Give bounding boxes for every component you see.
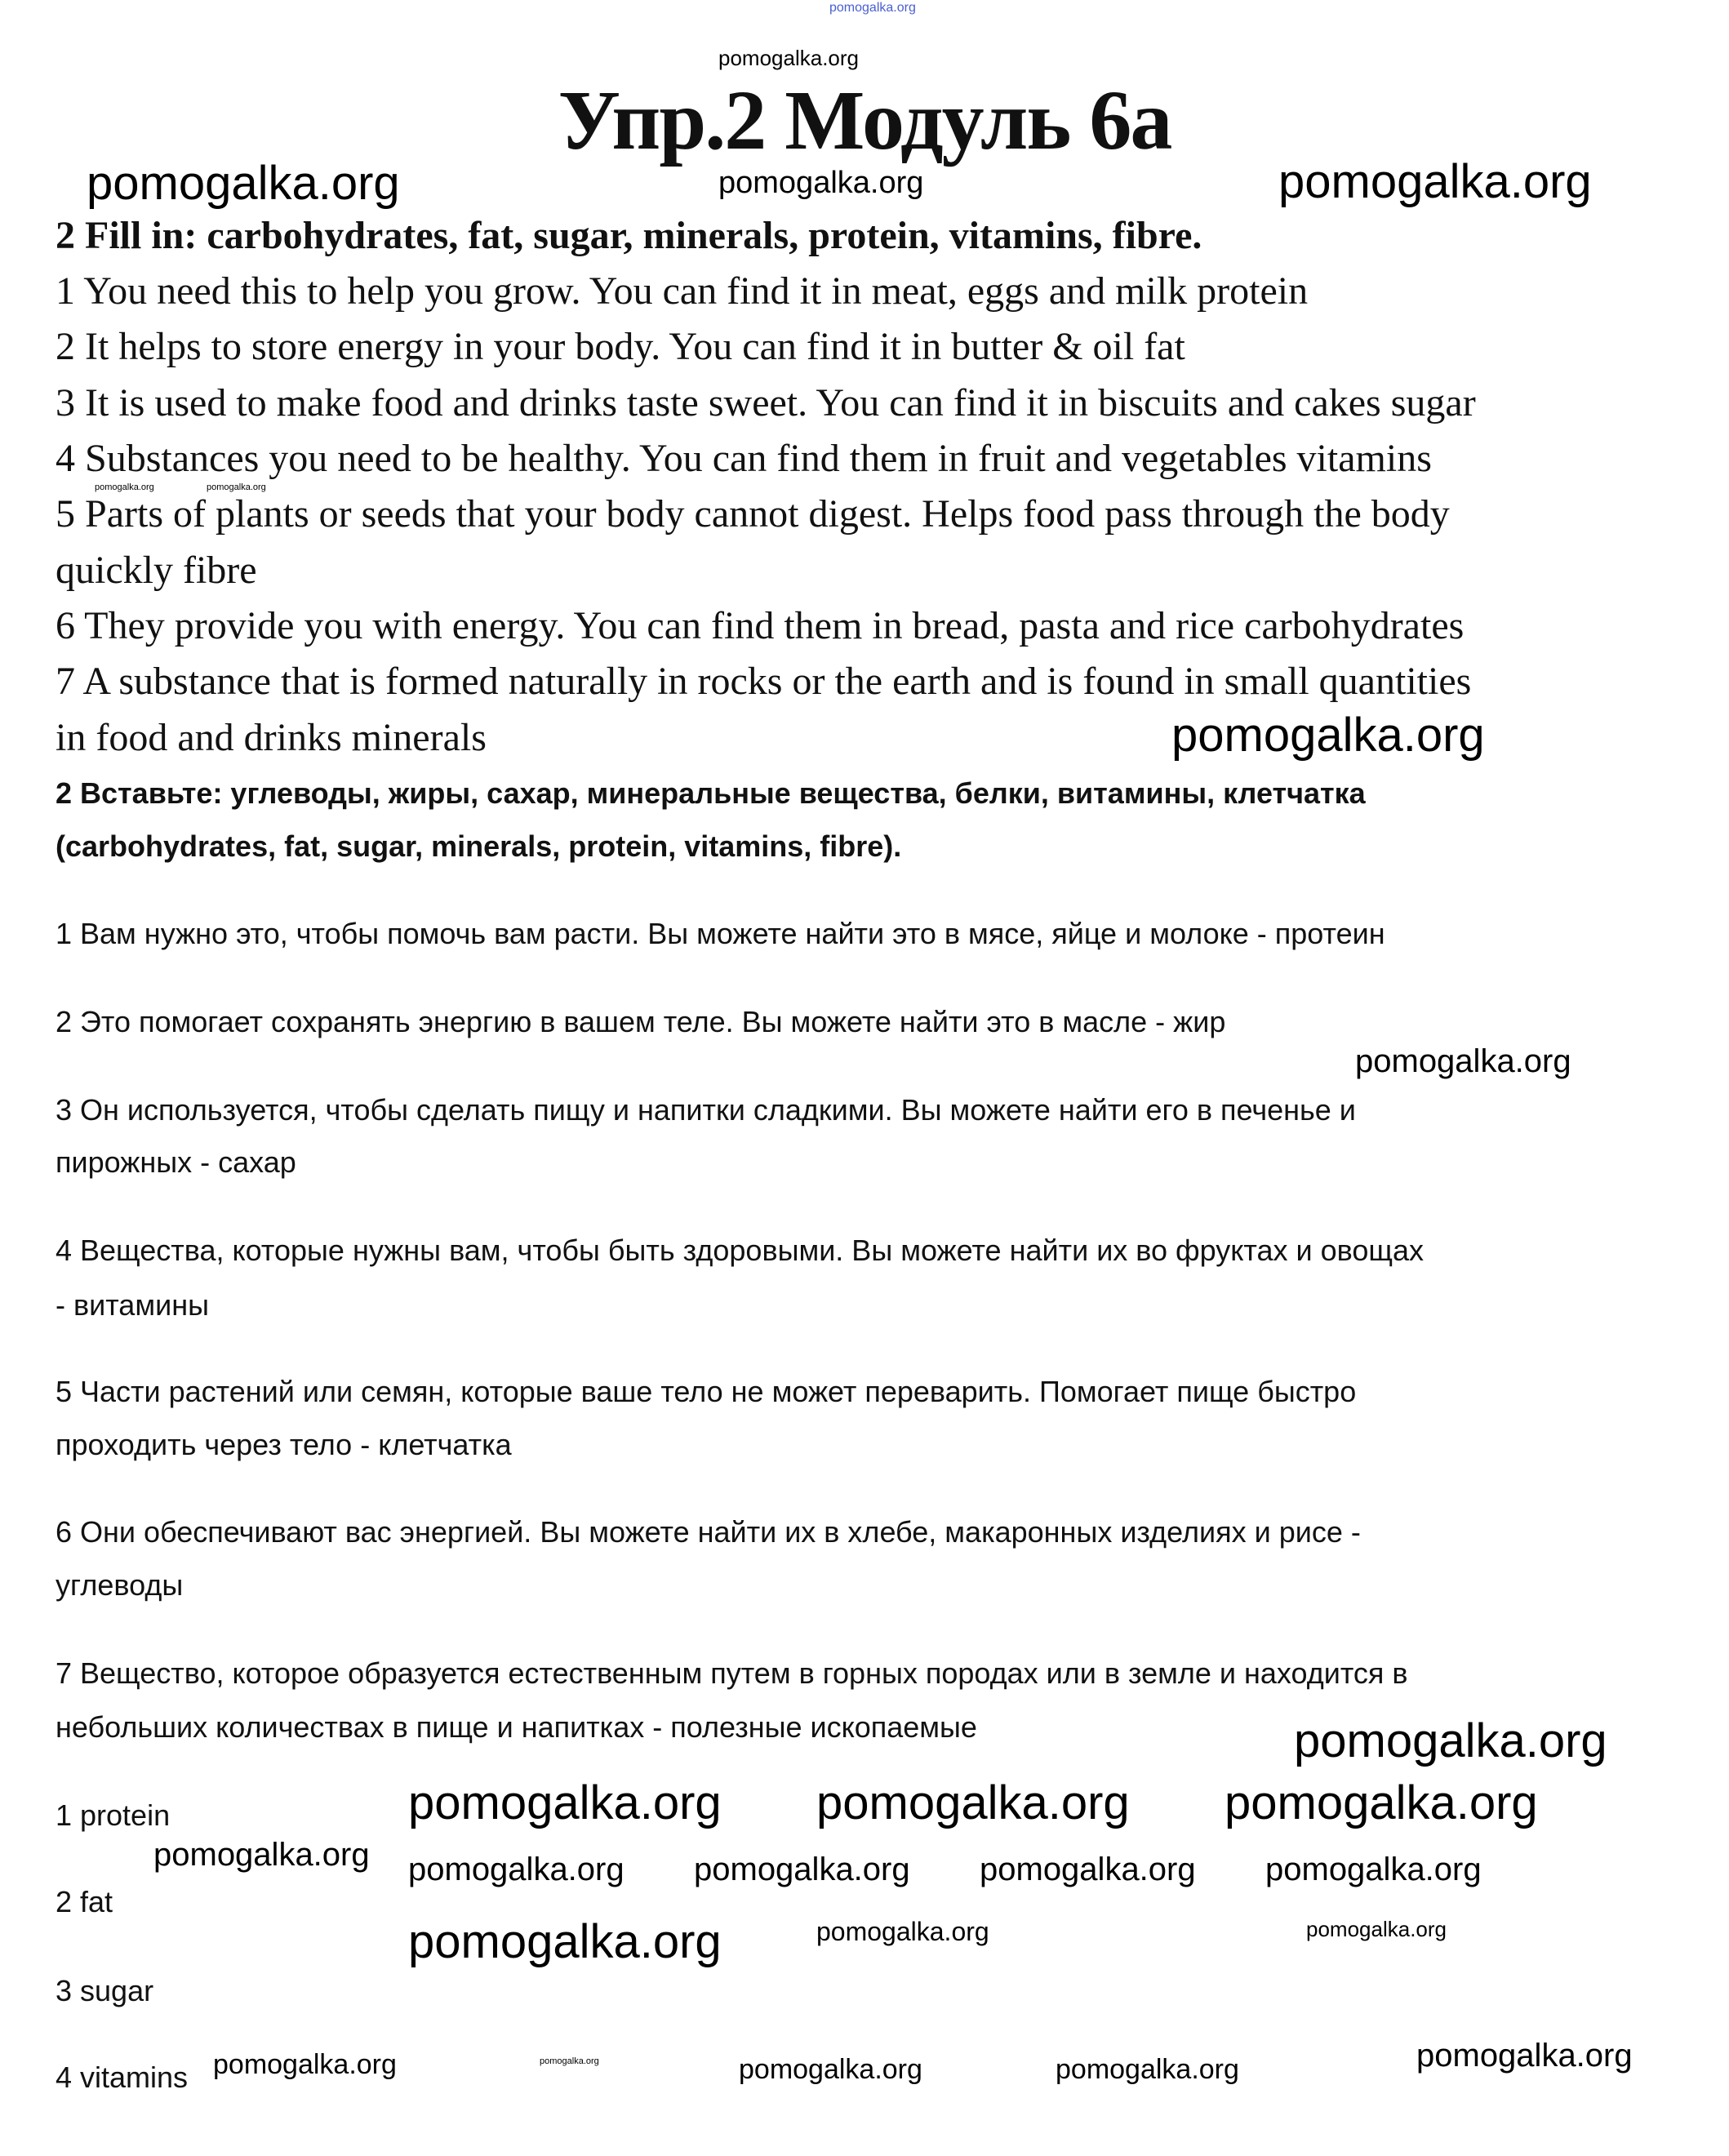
watermark: pomogalka.org <box>718 46 859 70</box>
watermark: pomogalka.org <box>718 166 924 200</box>
watermark: pomogalka.org <box>1171 709 1485 762</box>
russian-line: 5 Части растений или семян, которые ваше тело не может переварить. Помогает пище быстро <box>56 1375 1357 1408</box>
watermark: pomogalka.org <box>739 2054 922 2085</box>
watermark: pomogalka.org <box>816 1776 1130 1829</box>
watermark: pomogalka.org <box>694 1851 910 1887</box>
russian-line: 1 Вам нужно это, чтобы помочь вам расти. Вы можете найти это в мясе, яйце и молоке - протеин <box>56 917 1385 950</box>
watermark: pomogalka.org <box>816 1917 989 1946</box>
watermark: pomogalka.org <box>207 482 266 492</box>
russian-line: проходить через тело - клетчатка <box>56 1428 512 1461</box>
russian-line: 6 Они обеспечивают вас энергией. Вы можете найти их в хлебе, макаронных изделиях и рисе - <box>56 1515 1361 1549</box>
english-line: 3 It is used to make food and drinks taste sweet. You can find it in biscuits and cakes sugar <box>56 381 1476 425</box>
watermark: pomogalka.org <box>408 1776 722 1829</box>
russian-line: - витамины <box>56 1288 209 1322</box>
russian-heading: (carbohydrates, fat, sugar, minerals, protein, vitamins, fibre). <box>56 829 902 863</box>
russian-line: небольших количествах в пище и напитках - полезные ископаемые <box>56 1710 977 1744</box>
russian-heading: 2 Вставьте: углеводы, жиры, сахар, минеральные вещества, белки, витамины, клетчатка <box>56 776 1366 810</box>
watermark: pomogalka.org <box>1294 1714 1607 1767</box>
answer-item: 1 protein <box>56 1798 171 1832</box>
answer-item: 2 fat <box>56 1885 113 1918</box>
answer-item: 3 sugar <box>56 1974 154 2007</box>
watermark: pomogalka.org <box>1225 1776 1538 1829</box>
english-line: 5 Parts of plants or seeds that your body cannot digest. Helps food pass through the body <box>56 492 1450 536</box>
russian-line: 3 Он используется, чтобы сделать пищу и напитки сладкими. Вы можете найти его в печенье и <box>56 1093 1356 1127</box>
watermark: pomogalka.org <box>1056 2054 1239 2085</box>
russian-line: пирожных - сахар <box>56 1145 296 1179</box>
watermark: pomogalka.org <box>408 1851 624 1887</box>
answer-item: 4 vitamins <box>56 2060 189 2094</box>
russian-line: 2 Это помогает сохранять энергию в вашем теле. Вы можете найти это в масле - жир <box>56 1005 1226 1038</box>
russian-line: углеводы <box>56 1568 184 1602</box>
watermark: pomogalka.org <box>95 482 154 492</box>
english-line: 4 Substances you need to be healthy. You can find them in fruit and vegetables vitamins <box>56 437 1432 480</box>
english-heading: 2 Fill in: carbohydrates, fat, sugar, minerals, protein, vitamins, fibre. <box>56 214 1202 257</box>
watermark: pomogalka.org <box>1355 1043 1571 1079</box>
watermark: pomogalka.org <box>980 1851 1196 1887</box>
russian-line: 7 Вещество, которое образуется естественным путем в горных породах или в земле и находится в <box>56 1656 1408 1690</box>
english-line: in food and drinks minerals <box>56 716 487 759</box>
watermark: pomogalka.org <box>1265 1851 1482 1887</box>
english-line: 7 A substance that is formed naturally in rocks or the earth and is found in small quantities <box>56 660 1472 703</box>
watermark: pomogalka.org <box>1416 2038 1633 2074</box>
watermark: pomogalka.org <box>153 1837 370 1873</box>
english-line: 6 They provide you with energy. You can find them in bread, pasta and rice carbohydrates <box>56 604 1465 647</box>
watermark: pomogalka.org <box>1278 155 1592 208</box>
watermark: pomogalka.org <box>87 157 400 210</box>
watermark: pomogalka.org <box>408 1915 722 1968</box>
watermark: pomogalka.org <box>213 2049 397 2080</box>
watermark: pomogalka.org <box>1306 1917 1447 1941</box>
watermark: pomogalka.org <box>540 2056 599 2066</box>
english-line: quickly fibre <box>56 549 257 592</box>
watermark: pomogalka.org <box>829 1 916 15</box>
russian-line: 4 Вещества, которые нужны вам, чтобы быть здоровыми. Вы можете найти их во фруктах и овощах <box>56 1234 1425 1267</box>
english-line: 1 You need this to help you grow. You can find it in meat, eggs and milk protein <box>56 269 1309 313</box>
page-title: Упр.2 Модуль 6а <box>558 73 1171 167</box>
english-line: 2 It helps to store energy in your body. You can find it in butter & oil fat <box>56 325 1185 368</box>
